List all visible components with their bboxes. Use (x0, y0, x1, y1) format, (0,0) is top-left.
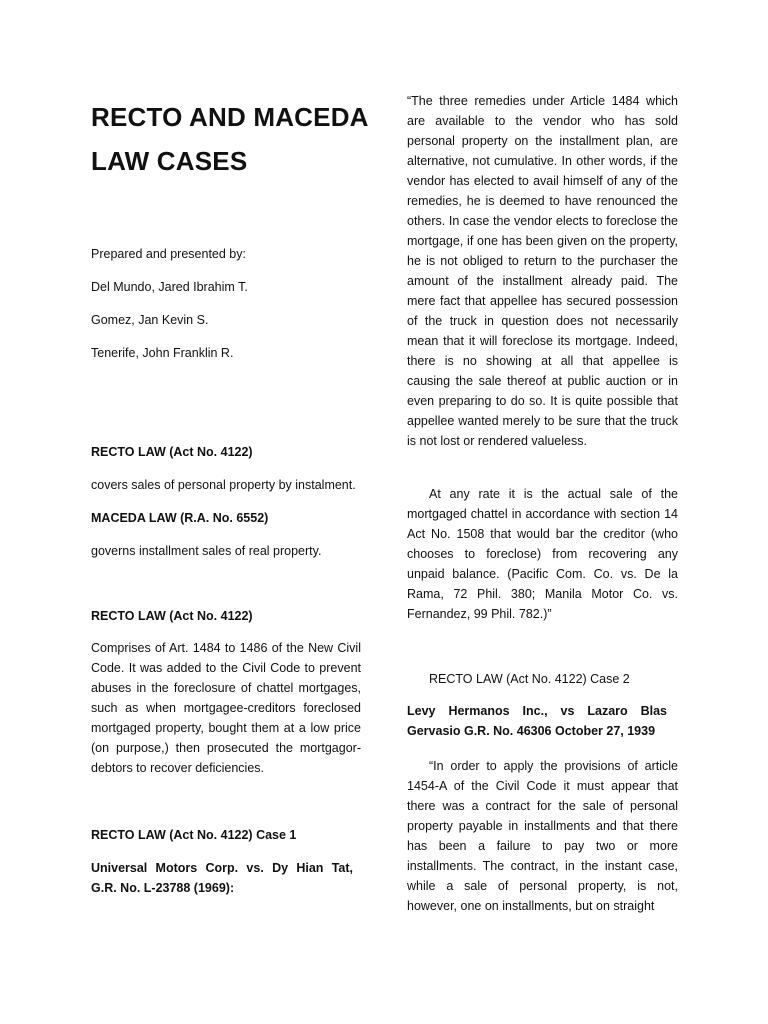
recto-law-description: covers sales of personal property by instalment. (91, 478, 356, 492)
document-title: RECTO AND MACEDA LAW CASES (91, 102, 368, 176)
case-2-title: Levy Hermanos Inc., vs Lazaro Blas Gervasio G.R. No. 46306 October 27, 1939 (407, 704, 667, 738)
recto-law-body: Comprises of Art. 1484 to 1486 of the New Civil Code. It was added to the Civil Code to prevent abuses in the foreclosure of chattel mortgages, such as when mortgagee-creditors foreclosed mortgaged property, bought them at a low price (on purpose,) then prosecuted the mortgagor-debtors to recover deficiencies. (91, 641, 361, 775)
maceda-law-heading: MACEDA LAW (R.A. No. 6552) (91, 511, 269, 525)
case-1-quote-paragraph-1: “The three remedies under Article 1484 which are available to the vendor who has sold personal property on the installment plan, are alternative, not cumulative. In other words, if the vendor has elected to avail himself of any of the remedies, he is deemed to have renounced the others. In case the vendor elects to foreclose the mortgage, if one has been given on the property, he is not obliged to return to the purchaser the amount of the installment already paid. The mere fact that appellee has secured possession of the truck in question does not necessarily mean that it will foreclose its mortgage. Indeed, there is no showing at all that appellee is causing the sale thereof at public auction or in even preparing to do so. It is quite possible that appellee wanted merely to be sure that the truck is not lost or rendered valueless. (407, 94, 678, 448)
recto-law-heading-2: RECTO LAW (Act No. 4122) (91, 609, 253, 623)
maceda-law-description: governs installment sales of real property. (91, 544, 322, 558)
prepared-by-label: Prepared and presented by: (91, 247, 246, 261)
case-1-title: Universal Motors Corp. vs. Dy Hian Tat, G.R. No. L-23788 (1969): (91, 861, 353, 895)
author-3: Tenerife, John Franklin R. (91, 346, 234, 360)
author-2: Gomez, Jan Kevin S. (91, 313, 209, 327)
recto-law-heading: RECTO LAW (Act No. 4122) (91, 445, 253, 459)
case-2-quote: “In order to apply the provisions of article 1454-A of the Civil Code it must appear that there was a contract for the sale of personal property payable in installments and that there has been a failure to pay two or more installments. The contract, in the instant case, while a sale of personal property, is not, however, one on installments, but on straight (407, 759, 678, 913)
case-2-heading: RECTO LAW (Act No. 4122) Case 2 (429, 672, 630, 686)
case-1-heading: RECTO LAW (Act No. 4122) Case 1 (91, 828, 297, 842)
case-1-quote-paragraph-2: At any rate it is the actual sale of the mortgaged chattel in accordance with section 14 Act No. 1508 that would bar the creditor (who chooses to foreclose) from recovering any unpaid balance. (Pacific Com. Co. vs. De la Rama, 72 Phil. 380; Manila Motor Co. vs. Fernandez, 99 Phil. 782.)” (407, 487, 678, 621)
author-1: Del Mundo, Jared Ibrahim T. (91, 280, 248, 294)
